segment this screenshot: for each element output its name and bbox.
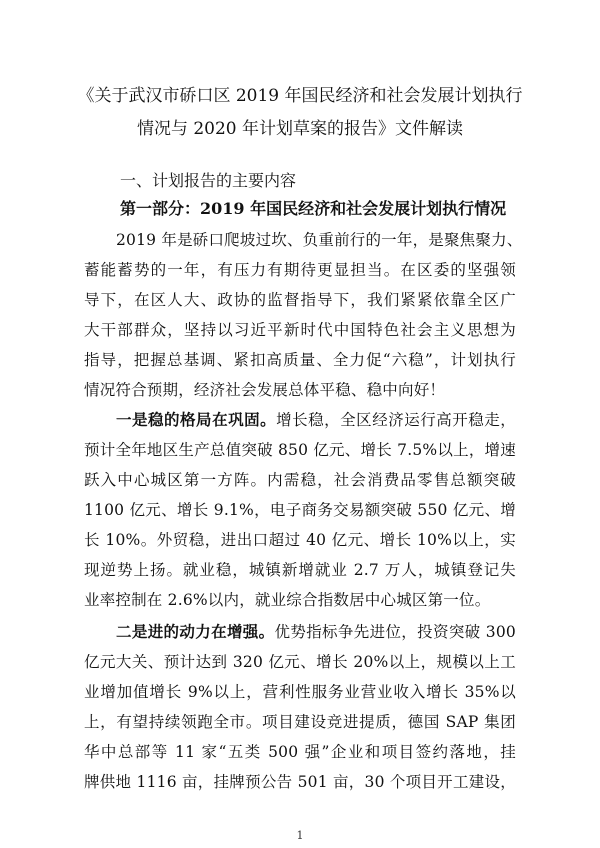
section-heading: 一、计划报告的主要内容 [120,171,297,190]
page-number: 1 [296,829,304,842]
paragraph-line: 亿元大关、预计达到 320 亿元、增长 20%以上，规模以上工 [84,653,516,671]
paragraph-line: 华中总部等 11 家“五类 500 强”企业和项目签约落地，挂 [84,743,516,761]
paragraph-first-line [116,408,516,430]
paragraph-line: 业增加值增长 9%以上，营利性服务业营业收入增长 35%以 [84,683,516,701]
paragraph-line: 大干部群众，坚持以习近平新时代中国特色社会主义思想为 [84,321,516,339]
document-title-line-2: 情况与 2020 年计划草案的报告》文件解读 [136,119,464,139]
part-heading: 第一部分：2019 年国民经济和社会发展计划执行情况 [120,199,507,218]
paragraph-first-line [116,620,516,642]
paragraph-line: 情况符合预期，经济社会发展总体平稳、稳中向好！ [84,381,446,399]
paragraph-lead: 一是稳的格局在巩固。 [116,410,277,429]
paragraph-line: 业率控制在 2.6%以内，就业综合指数居中心城区第一位。 [84,591,491,609]
paragraph-first-rest: 增长稳，全区经济运行高开稳走， [276,411,516,429]
paragraph-line: 跃入中心城区第一方阵。内需稳，社会消费品零售总额突破 [84,471,516,489]
paragraph-line: 预计全年地区生产总值突破 850 亿元、增长 7.5%以上，增速 [84,441,516,459]
paragraph-line: 指导，把握总基调、紧扣高质量、全力促“六稳”，计划执行 [84,351,516,369]
document-title-line-1: 《关于武汉市硚口区 2019 年国民经济和社会发展计划执行 [77,86,523,106]
paragraph-line: 牌供地 1116 亩，挂牌预公告 501 亩，30 个项目开工建设， [84,773,516,791]
paragraph-line: 2019 年是硚口爬坡过坎、负重前行的一年，是聚焦聚力、 [116,231,523,249]
paragraph-line: 长 10%。外贸稳，进出口超过 40 亿元、增长 10%以上，实 [84,531,516,549]
paragraph-lead: 二是进的动力在增强。 [116,622,275,641]
paragraph-line: 上，有望持续领跑全市。项目建设竞进提质，德国 SAP 集团 [84,713,516,731]
paragraph-line: 现逆势上扬。就业稳，城镇新增就业 2.7 万人，城镇登记失 [84,561,516,579]
paragraph-first-rest: 优势指标争先进位，投资突破 300 [274,623,516,641]
paragraph-line: 1100 亿元、增长 9.1%，电子商务交易额突破 550 亿元、增 [84,501,516,519]
paragraph-line: 导下，在区人大、政协的监督指导下，我们紧紧依靠全区广 [84,291,516,309]
paragraph-line: 蓄能蓄势的一年，有压力有期待更显担当。在区委的坚强领 [84,261,516,279]
